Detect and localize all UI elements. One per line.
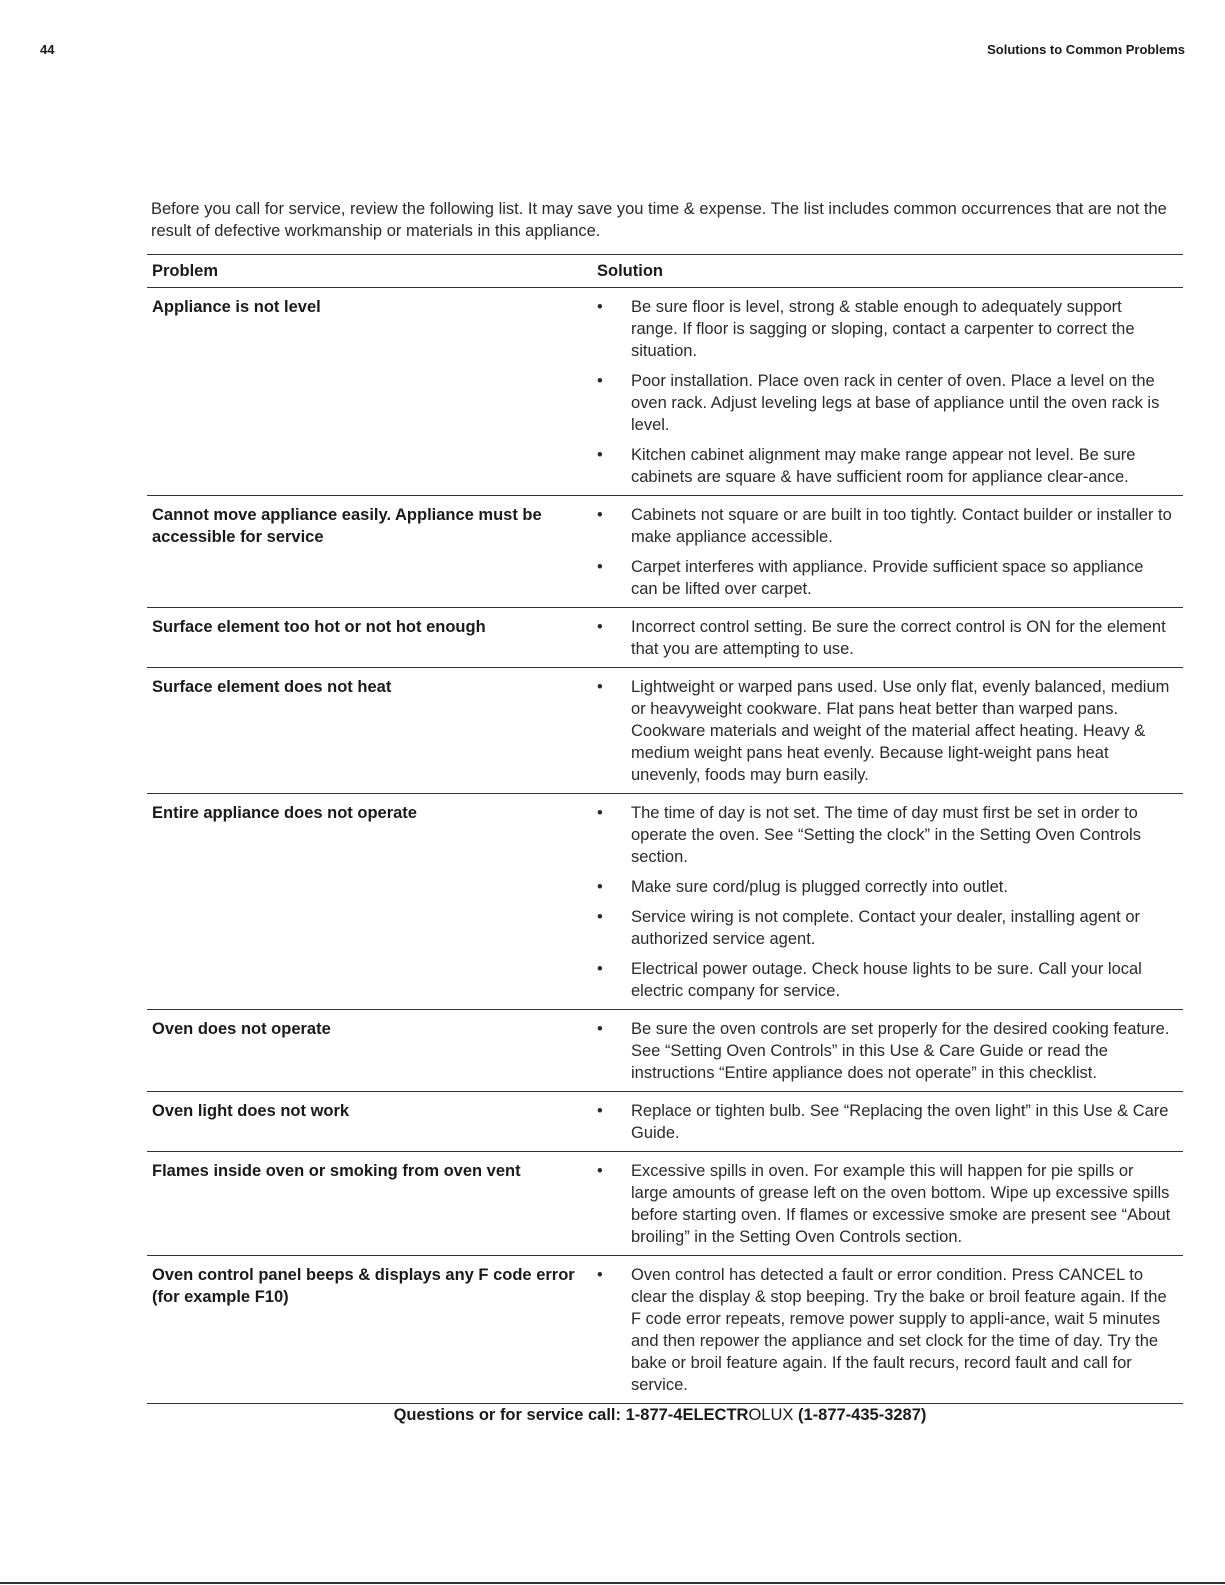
solution-cell bbox=[597, 504, 1183, 600]
solution-text: Oven control has detected a fault or error condition. Press CANCEL to clear the display & stop beeping. Try the bake or broil feature again. If the F code error repeats, remove power supply to appli-ance, wait 5 minutes and then repower the appliance and set clock for the time of day. Try the bake or broil feature again. If the fault recurs, record fault and call for service. bbox=[631, 1266, 1167, 1394]
footer-brand-suffix: OLUX bbox=[748, 1406, 794, 1424]
solution-text: Poor installation. Place oven rack in center of oven. Place a level on the oven rack. Adjust leveling legs at base of appliance until the oven rack is level. bbox=[631, 372, 1160, 434]
problem-cell: Surface element too hot or not hot enough bbox=[152, 618, 486, 636]
table-row bbox=[147, 496, 1183, 608]
solution-text: The time of day is not set. The time of day must first be set in order to operate the oven. See “Setting the clock” in the Setting Oven Controls section. bbox=[631, 804, 1141, 866]
solution-cell bbox=[597, 616, 1183, 660]
solution-text: Make sure cord/plug is plugged correctly into outlet. bbox=[631, 878, 1008, 896]
problem-cell: Entire appliance does not operate bbox=[152, 804, 417, 822]
solution-item bbox=[597, 1018, 1183, 1084]
solution-text: Electrical power outage. Check house lights to be sure. Call your local electric company for service. bbox=[631, 960, 1142, 1000]
solution-item bbox=[597, 676, 1183, 786]
table-row bbox=[147, 668, 1183, 794]
solution-item bbox=[597, 1160, 1183, 1248]
solution-item bbox=[597, 444, 1183, 488]
bullet-icon: • bbox=[597, 960, 603, 978]
bullet-icon: • bbox=[597, 506, 603, 524]
footer-prefix: Questions or for service call: 1-877-4ELECTR bbox=[393, 1406, 749, 1424]
solution-text: Replace or tighten bulb. See “Replacing the oven light” in this Use & Care Guide. bbox=[631, 1102, 1169, 1142]
solution-text: Service wiring is not complete. Contact your dealer, installing agent or authorized service agent. bbox=[631, 908, 1141, 948]
solution-text: Carpet interferes with appliance. Provide sufficient space so appliance can be lifted over carpet. bbox=[631, 558, 1144, 598]
table-row bbox=[147, 1092, 1183, 1152]
problem-cell: Cannot move appliance easily. Appliance must be accessible for service bbox=[152, 506, 542, 546]
table-row bbox=[147, 1152, 1183, 1256]
problem-cell: Oven does not operate bbox=[152, 1020, 331, 1038]
solution-item bbox=[597, 370, 1183, 436]
table-row bbox=[147, 608, 1183, 668]
bullet-icon: • bbox=[597, 298, 603, 316]
bullet-icon: • bbox=[597, 558, 603, 576]
solution-text: Lightweight or warped pans used. Use only flat, evenly balanced, medium or heavyweight cookware. Flat pans heat better than warped pans. Cookware materials and weight of the material affect heating. Heavy & medium weight pans heat evenly. Because light-weight pans heat unevenly, foods may burn easily. bbox=[631, 678, 1170, 784]
bullet-icon: • bbox=[597, 372, 603, 390]
section-title: Solutions to Common Problems bbox=[987, 42, 1185, 57]
page-bottom-rule bbox=[0, 1582, 1225, 1584]
problem-cell: Oven control panel beeps & displays any F code error (for example F10) bbox=[152, 1266, 575, 1306]
solution-cell bbox=[597, 676, 1183, 786]
bullet-icon: • bbox=[597, 446, 603, 464]
column-header-problem: Problem bbox=[152, 261, 219, 280]
solution-cell bbox=[597, 1160, 1183, 1248]
bullet-icon: • bbox=[597, 908, 603, 926]
solution-item bbox=[597, 504, 1183, 548]
bullet-icon: • bbox=[597, 1020, 603, 1038]
solution-cell bbox=[597, 1264, 1183, 1396]
solution-item bbox=[597, 296, 1183, 362]
footer-phone: (1-877-435-3287) bbox=[793, 1406, 927, 1424]
solution-item bbox=[597, 906, 1183, 950]
solution-cell bbox=[597, 296, 1183, 488]
bullet-icon: • bbox=[597, 804, 603, 822]
solution-text: Incorrect control setting. Be sure the correct control is ON for the element that you are attempting to use. bbox=[631, 618, 1166, 658]
solution-item bbox=[597, 616, 1183, 660]
solution-cell bbox=[597, 802, 1183, 1002]
solution-item bbox=[597, 876, 1183, 898]
bullet-icon: • bbox=[597, 878, 603, 896]
table-row bbox=[147, 794, 1183, 1010]
main-content bbox=[147, 198, 1183, 1425]
problem-cell: Appliance is not level bbox=[152, 298, 321, 316]
solution-text: Be sure floor is level, strong & stable enough to adequately support range. If floor is sagging or sloping, contact a carpenter to correct the situation. bbox=[631, 298, 1135, 360]
table-row bbox=[147, 1010, 1183, 1092]
table-row bbox=[147, 1256, 1183, 1404]
solution-cell bbox=[597, 1100, 1183, 1144]
table-row bbox=[147, 288, 1183, 496]
problem-cell: Surface element does not heat bbox=[152, 678, 392, 696]
problem-solution-table bbox=[147, 288, 1183, 1404]
bullet-icon: • bbox=[597, 1102, 603, 1120]
solution-item bbox=[597, 1100, 1183, 1144]
bullet-icon: • bbox=[597, 678, 603, 696]
problem-cell: Flames inside oven or smoking from oven vent bbox=[152, 1162, 521, 1180]
solution-text: Kitchen cabinet alignment may make range appear not level. Be sure cabinets are square & have sufficient room for appliance clear-ance. bbox=[631, 446, 1136, 486]
solution-cell bbox=[597, 1018, 1183, 1084]
solution-item bbox=[597, 1264, 1183, 1396]
bullet-icon: • bbox=[597, 1266, 603, 1284]
page-number: 44 bbox=[40, 42, 55, 57]
intro-paragraph: Before you call for service, review the following list. It may save you time & expense. The list includes common occurrences that are not the result of defective workmanship or materials in this appliance. bbox=[151, 200, 1167, 240]
solution-text: Excessive spills in oven. For example this will happen for pie spills or large amounts of grease left on the oven bottom. Wipe up excessive spills before starting oven. If flames or excessive smoke are present see “About broiling” in the Setting Oven Controls section. bbox=[631, 1162, 1171, 1246]
column-header-solution: Solution bbox=[597, 261, 663, 280]
bullet-icon: • bbox=[597, 618, 603, 636]
solution-item bbox=[597, 556, 1183, 600]
table-header bbox=[147, 254, 1183, 288]
solution-item bbox=[597, 802, 1183, 868]
solution-text: Be sure the oven controls are set properly for the desired cooking feature. See “Setting Oven Controls” in this Use & Care Guide or read the instructions “Entire appliance does not operate” in this checklist. bbox=[631, 1020, 1170, 1082]
solution-text: Cabinets not square or are built in too tightly. Contact builder or installer to make appliance accessible. bbox=[631, 506, 1172, 546]
service-contact-line bbox=[147, 1406, 1183, 1425]
bullet-icon: • bbox=[597, 1162, 603, 1180]
solution-item bbox=[597, 958, 1183, 1002]
problem-cell: Oven light does not work bbox=[152, 1102, 350, 1120]
